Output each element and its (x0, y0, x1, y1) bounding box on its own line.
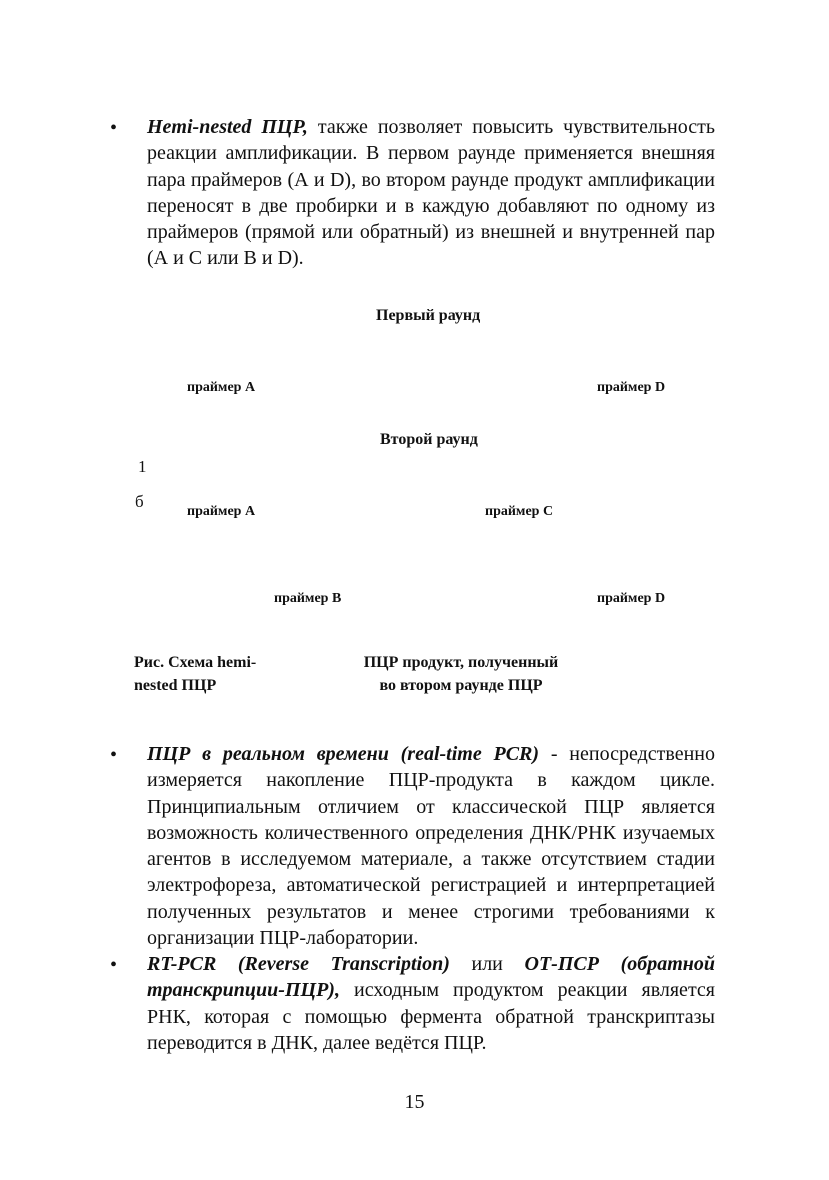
term-rt-pcr: RT-PCR (Reverse Transcription) (147, 953, 450, 975)
figure-caption (134, 651, 334, 697)
paragraph-real-time-pcr-text: - непосредственно измеряется накопление ПЦР-продукта в каждом цикле. Принципиальным отличием от классической ПЦР является возможность количественного определения ДНК/РНК изучаемых агентов в исследуемом материале, а также отсутствием стадии электрофореза, автоматической регистрацией и интерпретацией полученных результатов и менее строгими требованиями к организации ПЦР-лаборатории. (147, 743, 715, 950)
paragraph-rt-pcr (147, 951, 715, 1056)
paragraph-rt-pcr-conjunction: или (449, 953, 525, 975)
round1-title: Первый раунд (376, 307, 481, 324)
stray-fragment-1: 1 (138, 457, 147, 476)
round1-primer-a-label: праймер A (187, 380, 256, 395)
term-ot-pcr: ОТ-ПСР (обратной транскрипции-ПЦР), (147, 953, 715, 1002)
product-caption-line-1: ПЦР продукт, полученный (363, 654, 559, 671)
paragraph-hemi-nested (147, 114, 715, 272)
paragraph-real-time-pcr (147, 741, 715, 951)
figure-caption-line-1: Рис. Схема hemi- (134, 654, 257, 671)
bullet-1: • (110, 117, 118, 139)
figure-caption-line-2: nested ПЦР (134, 677, 217, 694)
bullet-3: • (110, 954, 118, 976)
round2-primer-c-label: праймер C (485, 504, 554, 519)
page-number: 15 (404, 1091, 425, 1113)
round1-primer-d-label: праймер D (597, 380, 666, 395)
paragraph-hemi-nested-text: также позволяет повысить чувствительность реакции амплификации. В первом раунде применяется внешняя пара праймеров (А и D), во втором раунде продукт амплификации переносят в две пробирки и в каждую добавляют по одному из праймеров (прямой или обратный) из внешней и внутренней пар (А и С или В и D). (147, 116, 715, 270)
term-real-time-pcr: ПЦР в реальном времени (real-time PCR) (147, 743, 540, 765)
product-caption (330, 651, 592, 697)
product-caption-line-2: во втором раунде ПЦР (379, 677, 543, 694)
round2-primer-b-label: праймер B (274, 591, 342, 606)
round2-primer-a-label: праймер A (187, 504, 256, 519)
stray-fragment-2: б (135, 492, 144, 511)
round2-title: Второй раунд (380, 431, 478, 448)
round2-primer-d-label: праймер D (597, 591, 666, 606)
bullet-2: • (110, 744, 118, 766)
paragraph-rt-pcr-text: исходным продуктом реакции является РНК, которая с помощью фермента обратной транскриптазы переводится в ДНК, далее ведётся ПЦР. (147, 979, 715, 1054)
term-hemi-nested: Hemi-nested ПЦР, (147, 116, 308, 138)
